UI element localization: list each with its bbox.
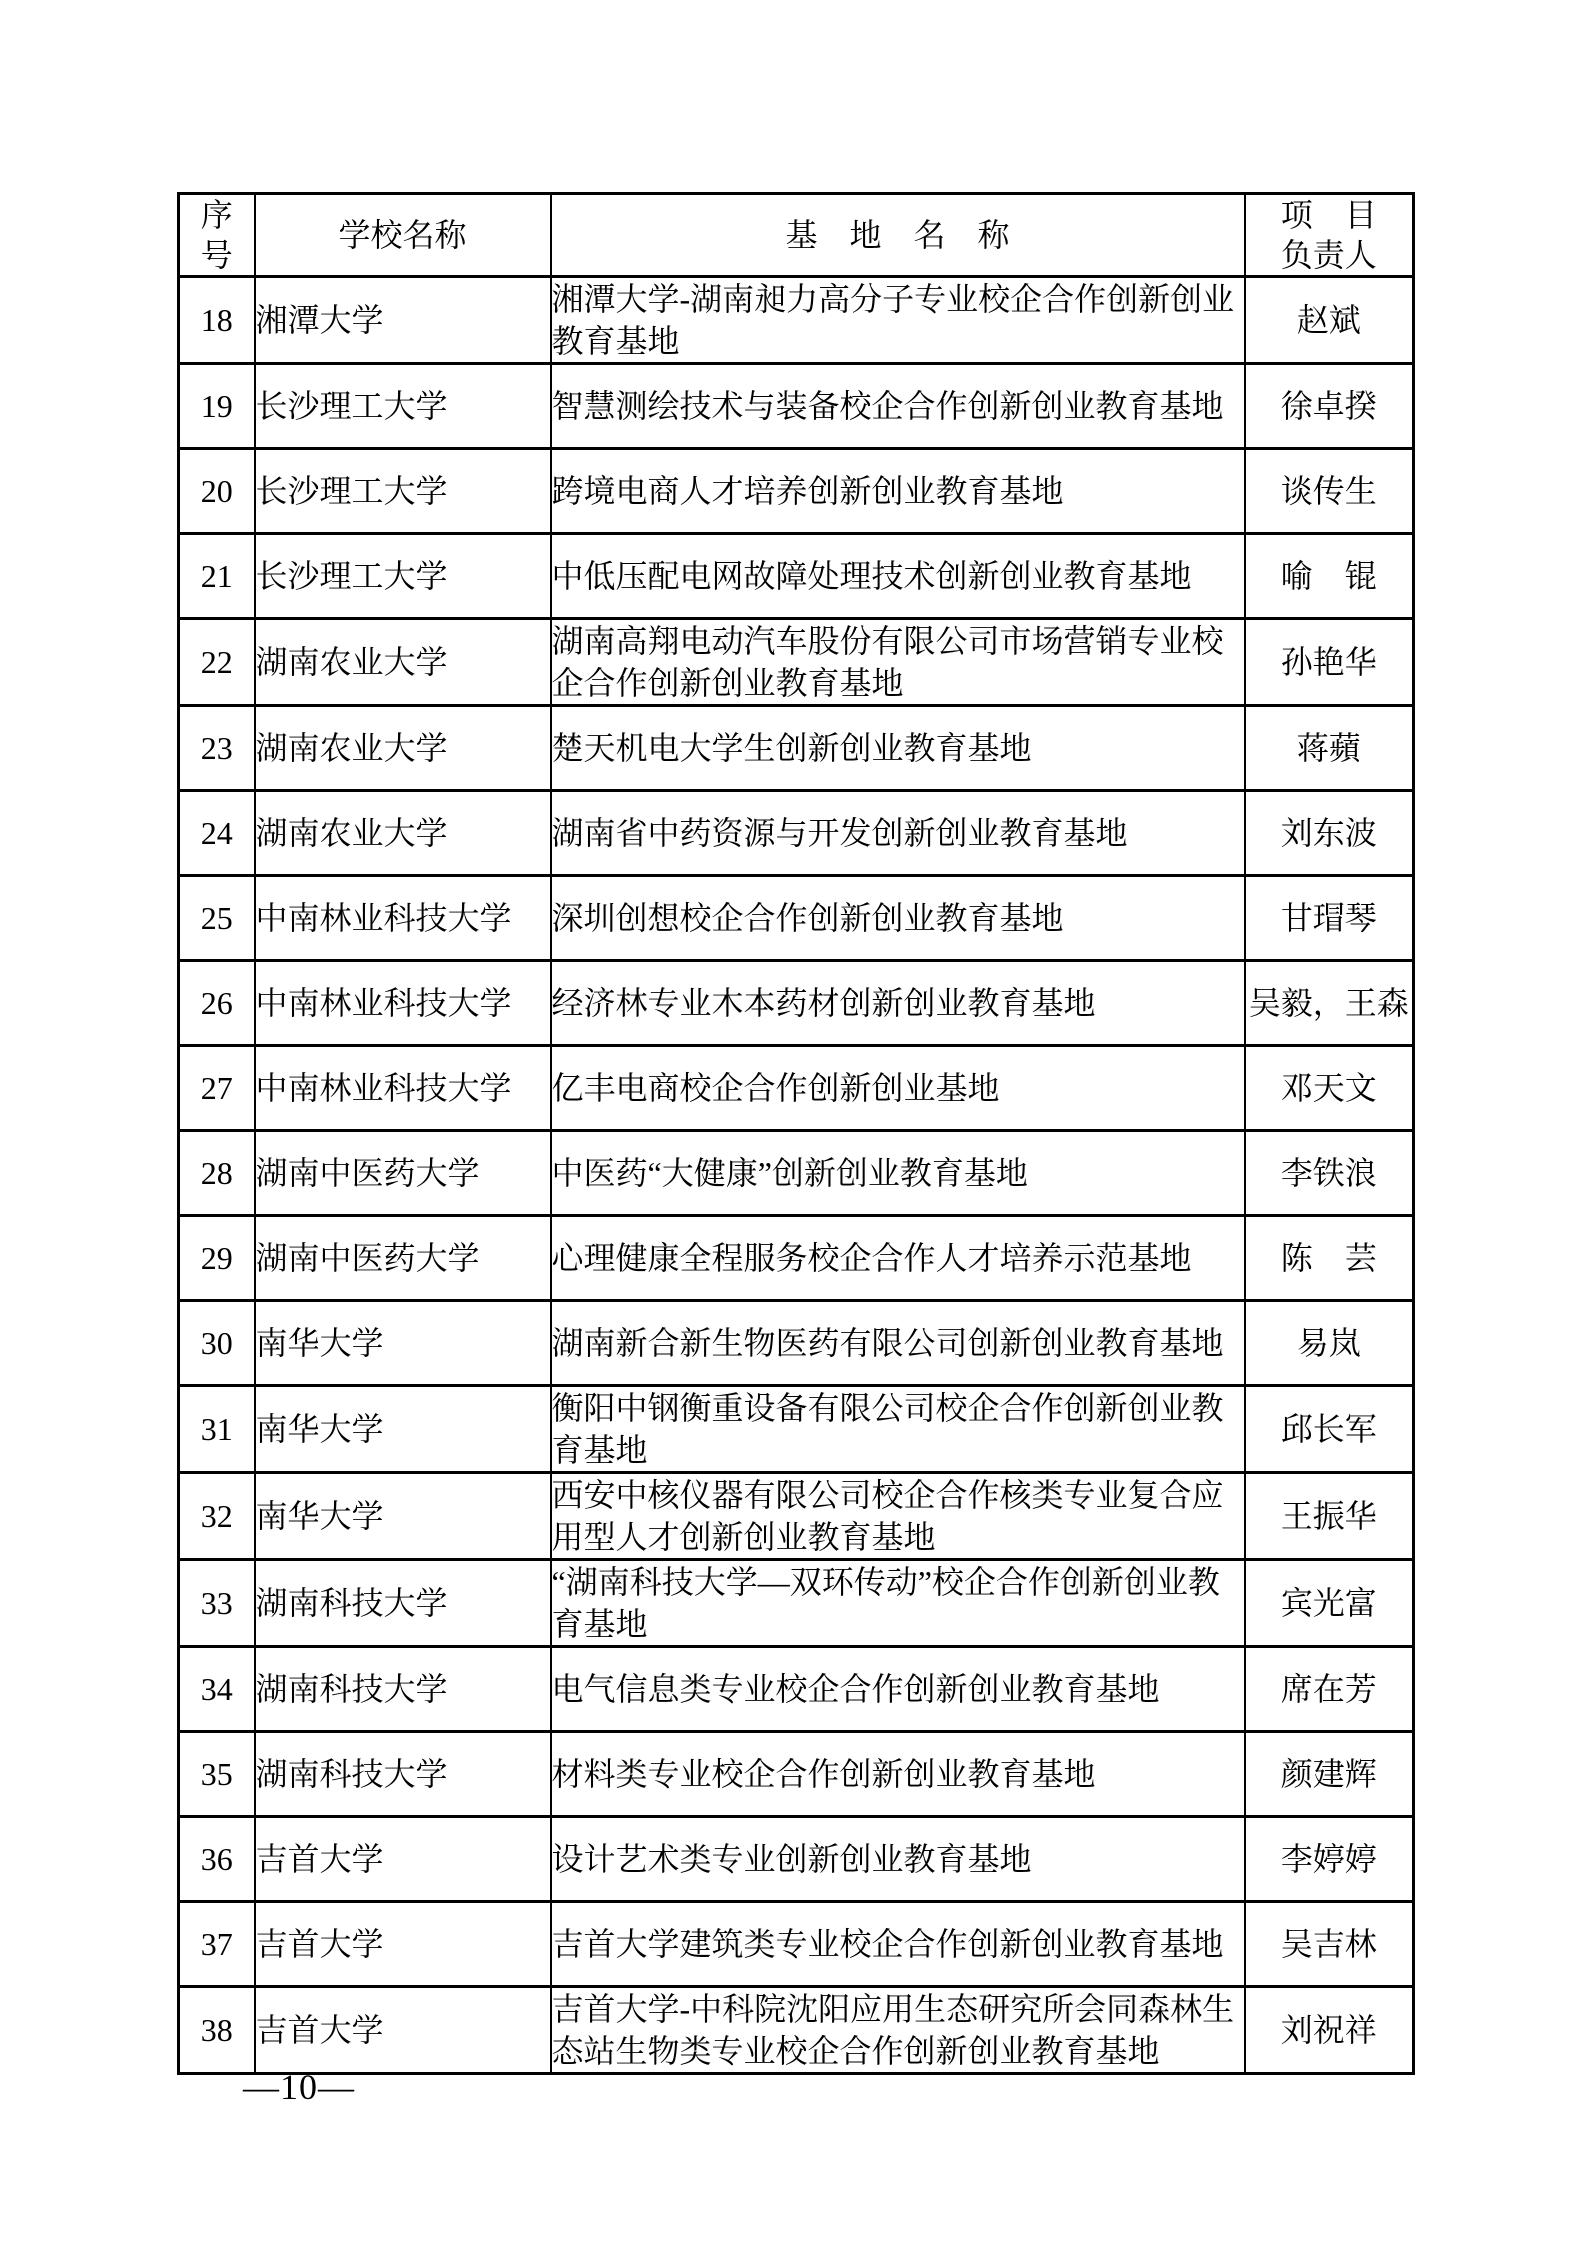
cell-base: 深圳创想校企合作创新创业教育基地 <box>551 876 1245 961</box>
cell-school: 南华大学 <box>255 1386 551 1473</box>
bases-table <box>177 192 1415 2075</box>
cell-no: 34 <box>179 1647 255 1732</box>
cell-no: 30 <box>179 1301 255 1386</box>
cell-no: 24 <box>179 791 255 876</box>
table-row <box>179 876 1414 961</box>
cell-leader: 喻 锟 <box>1245 534 1414 619</box>
cell-base: 西安中核仪器有限公司校企合作核类专业复合应用型人才创新创业教育基地 <box>551 1473 1245 1560</box>
cell-base: “湖南科技大学—双环传动”校企合作创新创业教育基地 <box>551 1560 1245 1647</box>
cell-school: 长沙理工大学 <box>255 449 551 534</box>
cell-school: 南华大学 <box>255 1301 551 1386</box>
table-row <box>179 961 1414 1046</box>
table-row <box>179 1987 1414 2074</box>
cell-leader: 吴吉林 <box>1245 1902 1414 1987</box>
column-header-no-line1: 序 <box>200 197 233 233</box>
cell-school: 湖南中医药大学 <box>255 1216 551 1301</box>
cell-leader: 王振华 <box>1245 1473 1414 1560</box>
cell-no: 28 <box>179 1131 255 1216</box>
cell-leader: 李婷婷 <box>1245 1817 1414 1902</box>
column-header-school: 学校名称 <box>255 194 551 277</box>
cell-school: 长沙理工大学 <box>255 534 551 619</box>
cell-leader: 颜建辉 <box>1245 1732 1414 1817</box>
cell-school: 湖南科技大学 <box>255 1732 551 1817</box>
cell-no: 36 <box>179 1817 255 1902</box>
cell-leader: 孙艳华 <box>1245 619 1414 706</box>
cell-no: 26 <box>179 961 255 1046</box>
cell-no: 33 <box>179 1560 255 1647</box>
cell-base: 中低压配电网故障处理技术创新创业教育基地 <box>551 534 1245 619</box>
cell-base: 智慧测绘技术与装备校企合作创新创业教育基地 <box>551 364 1245 449</box>
cell-no: 23 <box>179 706 255 791</box>
cell-no: 22 <box>179 619 255 706</box>
cell-leader: 陈 芸 <box>1245 1216 1414 1301</box>
cell-no: 18 <box>179 277 255 364</box>
table-row <box>179 619 1414 706</box>
table-row <box>179 1647 1414 1732</box>
cell-base: 电气信息类专业校企合作创新创业教育基地 <box>551 1647 1245 1732</box>
cell-base: 亿丰电商校企合作创新创业基地 <box>551 1046 1245 1131</box>
cell-no: 31 <box>179 1386 255 1473</box>
table-row <box>179 277 1414 364</box>
cell-base: 设计艺术类专业创新创业教育基地 <box>551 1817 1245 1902</box>
cell-base: 湖南省中药资源与开发创新创业教育基地 <box>551 791 1245 876</box>
cell-school: 湖南农业大学 <box>255 706 551 791</box>
cell-base: 吉首大学-中科院沈阳应用生态研究所会同森林生态站生物类专业校企合作创新创业教育基地 <box>551 1987 1245 2074</box>
table-row <box>179 1131 1414 1216</box>
cell-leader: 徐卓揆 <box>1245 364 1414 449</box>
cell-no: 19 <box>179 364 255 449</box>
column-header-leader-line1: 项 目 <box>1280 197 1377 233</box>
cell-no: 35 <box>179 1732 255 1817</box>
cell-school: 湖南农业大学 <box>255 619 551 706</box>
cell-school: 长沙理工大学 <box>255 364 551 449</box>
cell-school: 吉首大学 <box>255 1817 551 1902</box>
table-row <box>179 706 1414 791</box>
cell-base: 吉首大学建筑类专业校企合作创新创业教育基地 <box>551 1902 1245 1987</box>
page-number: —10— <box>243 2067 355 2107</box>
column-header-leader <box>1245 194 1414 277</box>
cell-base: 衡阳中钢衡重设备有限公司校企合作创新创业教育基地 <box>551 1386 1245 1473</box>
cell-base: 湘潭大学-湖南昶力高分子专业校企合作创新创业教育基地 <box>551 277 1245 364</box>
cell-leader: 蒋蘋 <box>1245 706 1414 791</box>
cell-no: 27 <box>179 1046 255 1131</box>
cell-base: 经济林专业木本药材创新创业教育基地 <box>551 961 1245 1046</box>
table-row <box>179 1216 1414 1301</box>
cell-leader: 李铁浪 <box>1245 1131 1414 1216</box>
table-row <box>179 1817 1414 1902</box>
cell-school: 湖南农业大学 <box>255 791 551 876</box>
cell-no: 21 <box>179 534 255 619</box>
table-row <box>179 1386 1414 1473</box>
cell-school: 中南林业科技大学 <box>255 876 551 961</box>
cell-school: 吉首大学 <box>255 1902 551 1987</box>
column-header-leader-line2: 负责人 <box>1280 237 1377 273</box>
cell-base: 跨境电商人才培养创新创业教育基地 <box>551 449 1245 534</box>
column-header-no-line2: 号 <box>200 237 233 273</box>
table-row <box>179 791 1414 876</box>
cell-school: 吉首大学 <box>255 1987 551 2074</box>
cell-leader: 谈传生 <box>1245 449 1414 534</box>
cell-no: 32 <box>179 1473 255 1560</box>
cell-school: 湘潭大学 <box>255 277 551 364</box>
cell-no: 29 <box>179 1216 255 1301</box>
cell-school: 湖南中医药大学 <box>255 1131 551 1216</box>
cell-school: 中南林业科技大学 <box>255 1046 551 1131</box>
table-row <box>179 1732 1414 1817</box>
cell-leader: 宾光富 <box>1245 1560 1414 1647</box>
cell-leader: 吴毅，王森 <box>1245 961 1414 1046</box>
cell-leader: 邱长军 <box>1245 1386 1414 1473</box>
cell-no: 25 <box>179 876 255 961</box>
cell-base: 材料类专业校企合作创新创业教育基地 <box>551 1732 1245 1817</box>
cell-school: 中南林业科技大学 <box>255 961 551 1046</box>
cell-no: 38 <box>179 1987 255 2074</box>
cell-no: 37 <box>179 1902 255 1987</box>
cell-leader: 易岚 <box>1245 1301 1414 1386</box>
table-row <box>179 534 1414 619</box>
table-row <box>179 1560 1414 1647</box>
table-row <box>179 449 1414 534</box>
cell-leader: 邓天文 <box>1245 1046 1414 1131</box>
column-header-base: 基 地 名 称 <box>551 194 1245 277</box>
cell-base: 湖南高翔电动汽车股份有限公司市场营销专业校企合作创新创业教育基地 <box>551 619 1245 706</box>
cell-leader: 赵斌 <box>1245 277 1414 364</box>
cell-school: 湖南科技大学 <box>255 1560 551 1647</box>
cell-leader: 刘东波 <box>1245 791 1414 876</box>
cell-school: 南华大学 <box>255 1473 551 1560</box>
table-header-row <box>179 194 1414 277</box>
cell-base: 心理健康全程服务校企合作人才培养示范基地 <box>551 1216 1245 1301</box>
cell-leader: 席在芳 <box>1245 1647 1414 1732</box>
cell-base: 中医药“大健康”创新创业教育基地 <box>551 1131 1245 1216</box>
table-row <box>179 1301 1414 1386</box>
table-row <box>179 1902 1414 1987</box>
table-row <box>179 364 1414 449</box>
cell-school: 湖南科技大学 <box>255 1647 551 1732</box>
table-row <box>179 1046 1414 1131</box>
table-row <box>179 1473 1414 1560</box>
cell-base: 湖南新合新生物医药有限公司创新创业教育基地 <box>551 1301 1245 1386</box>
cell-no: 20 <box>179 449 255 534</box>
cell-leader: 刘祝祥 <box>1245 1987 1414 2074</box>
cell-leader: 甘瑁琴 <box>1245 876 1414 961</box>
column-header-no <box>179 194 255 277</box>
cell-base: 楚天机电大学生创新创业教育基地 <box>551 706 1245 791</box>
